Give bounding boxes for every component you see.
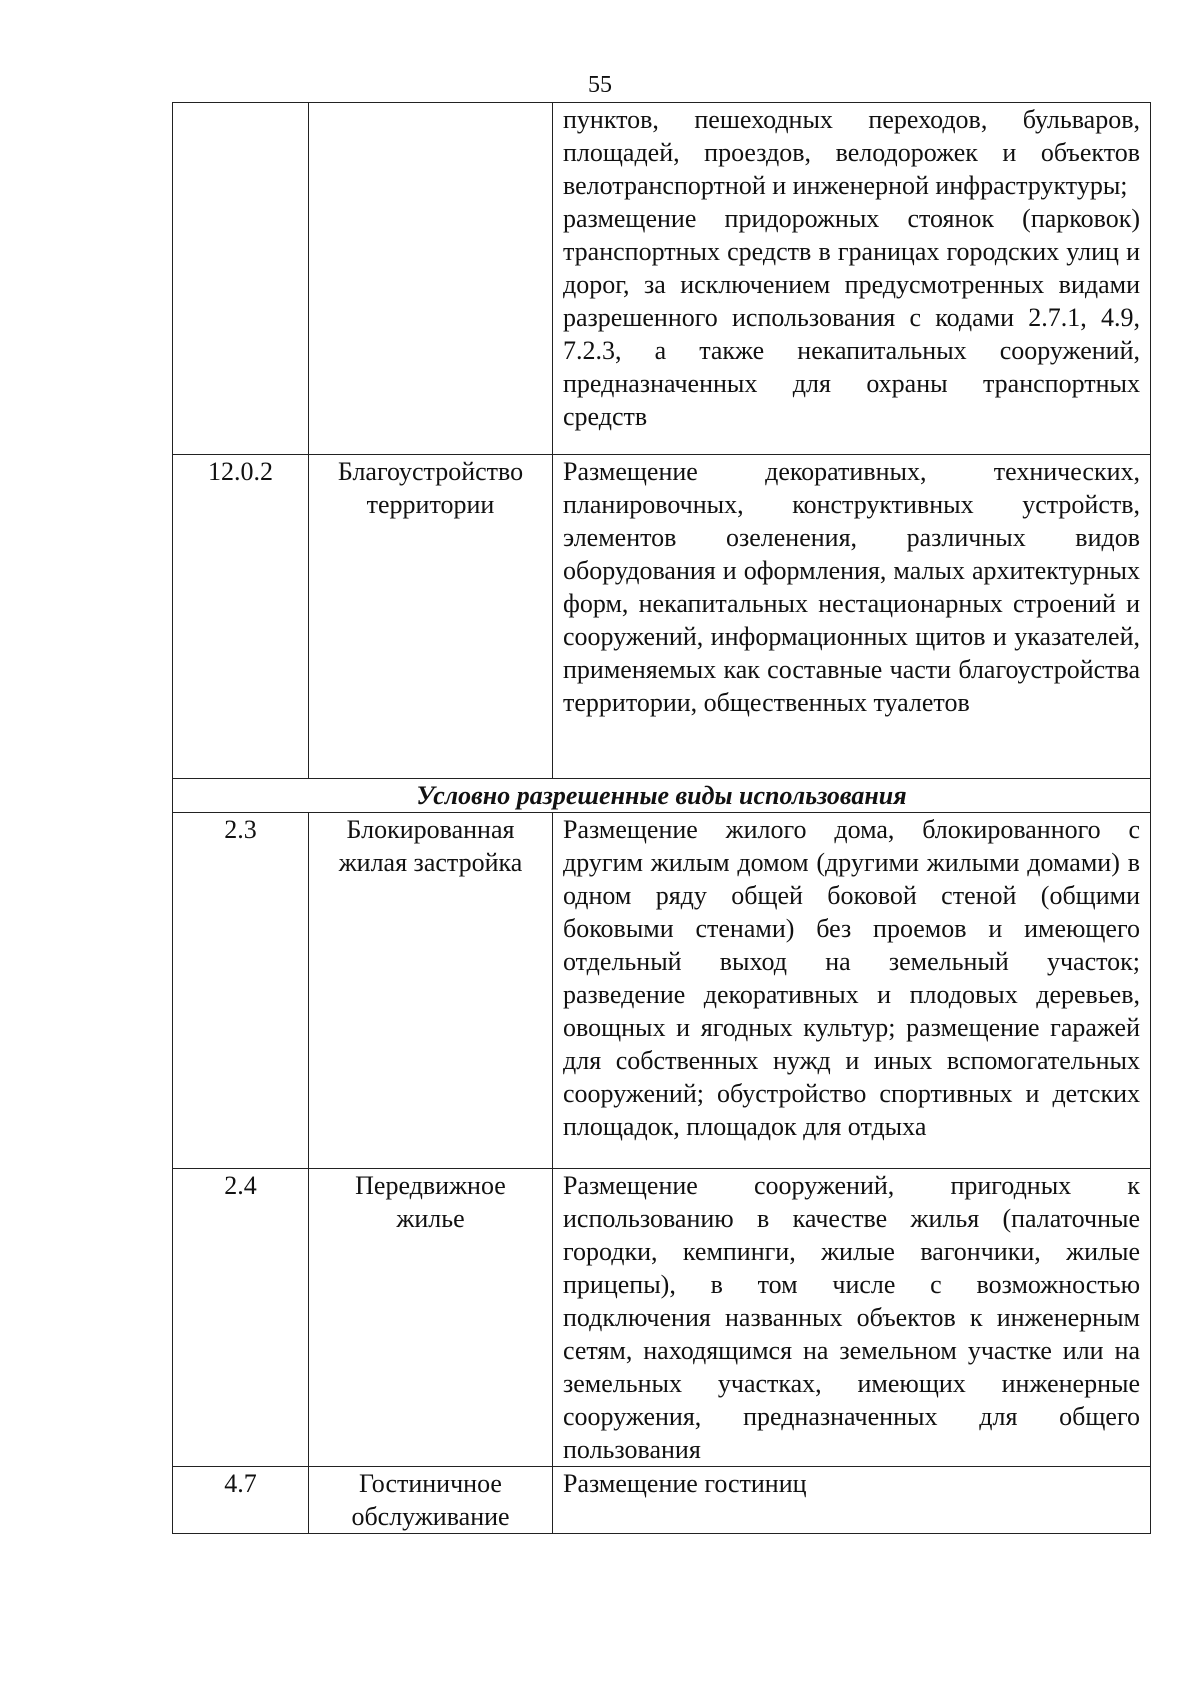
description-cell [553,1467,1151,1534]
description-cell [553,103,1151,455]
code-cell: 2.4 [173,1169,309,1467]
table-row [173,455,1151,779]
code-cell: 12.0.2 [173,455,309,779]
description-paragraph: Размещение жилого дома, блокированного с другим жилым домом (другими жилыми домами) в одном ряду общей боковой стеной (общими боковыми стенами) без проемов и имеющего отдельный выход на земельный участок; разведение декоративных и плодовых деревьев, овощных и ягодных культур; размещение гаражей для собственных нужд и иных вспомогательных сооружений; обустройство спортивных и детских площадок, площадок для отдыха [563,815,1140,1141]
description-cell [553,455,1151,779]
table-row [173,1169,1151,1467]
name-cell: Передвижное жилье [309,1169,553,1467]
name-cell [309,103,553,455]
description-paragraph: Размещение декоративных, технических, планировочных, конструктивных устройств, элементов озеленения, различных видов оборудования и оформления, малых архитектурных форм, некапитальных нестационарных строений и сооружений, информационных щитов и указателей, применяемых как составные части благоустройства территории, общественных туалетов [563,457,1140,717]
table-row [173,813,1151,1169]
description-cell [553,813,1151,1169]
name-cell: Благоустройство территории [309,455,553,779]
section-header-row [173,779,1151,813]
code-cell: 4.7 [173,1467,309,1534]
description-paragraph: Размещение сооружений, пригодных к использованию в качестве жилья (палаточные городки, кемпинги, жилые вагончики, жилые прицепы), в том числе с возможностью подключения названных объектов к инженерным сетям, находящимся на земельном участке или на земельных участках, имеющих инженерные сооружения, предназначенных для общего пользования [563,1171,1140,1464]
page-number: 55 [588,72,612,98]
description-cell [553,1169,1151,1467]
code-cell [173,103,309,455]
land-use-table [172,102,1151,1534]
code-cell: 2.3 [173,813,309,1169]
name-cell: Блокированная жилая застройка [309,813,553,1169]
name-cell: Гостиничное обслуживание [309,1467,553,1534]
description-paragraph: размещение придорожных стоянок (парковок) транспортных средств в границах городских улиц и дорог, за исключением предусмотренных видами разрешенного использования с кодами 2.7.1, 4.9, 7.2.3, а также некапитальных сооружений, предназначенных для охраны транспортных средств [563,204,1140,431]
table-row [173,1467,1151,1534]
section-header: Условно разрешенные виды использования [173,779,1151,813]
table-row [173,103,1151,455]
description-paragraph: Размещение гостиниц [563,1469,807,1498]
description-paragraph: пунктов, пешеходных переходов, бульваров, площадей, проездов, велодорожек и объектов велотранспортной и инженерной инфраструктуры; [563,105,1140,200]
